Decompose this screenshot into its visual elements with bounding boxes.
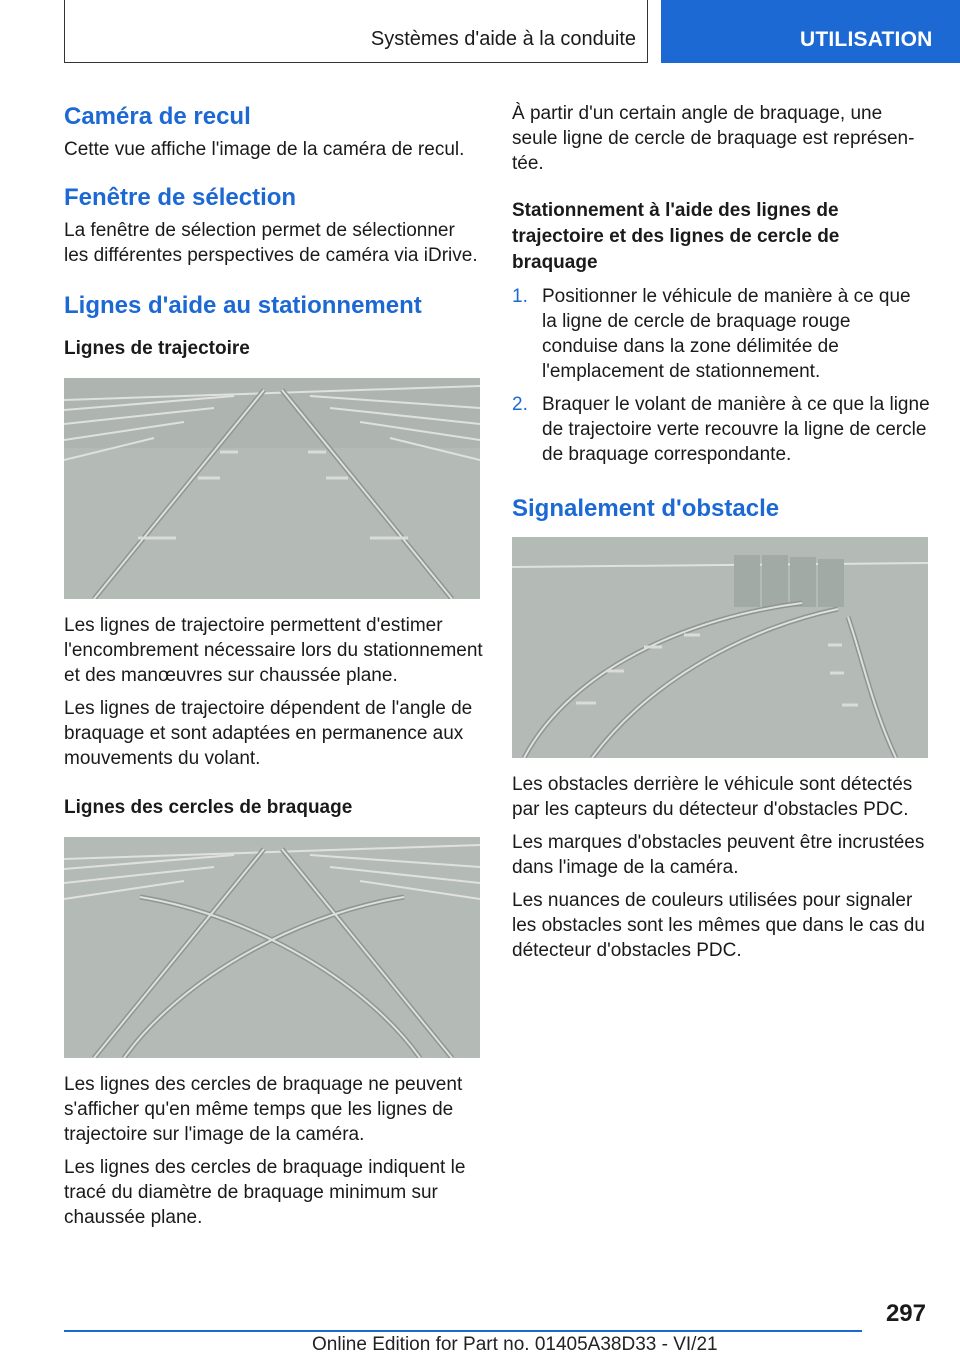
left-column (64, 101, 484, 1230)
obstacle-paragraph-3: Les nuances de couleurs utilisées pour signaler les obstacles sont les mêmes que dans le cas du détecteur d'obstacles PDC. (512, 890, 925, 961)
obstacle-heading: Signalement d'obstacle (512, 495, 780, 522)
trajectory-paragraph-2: Les lignes de trajectoire dépendent de l'angle de braquage et sont adaptées en permanence aux mouvements du volant. (64, 698, 473, 769)
trajectory-heading: Lignes de trajectoire (64, 338, 250, 359)
parking-steps-list (512, 284, 930, 467)
list-item (512, 284, 930, 384)
window-heading: Fenêtre de sélection (64, 184, 297, 211)
section-tab[interactable]: UTILISATION (661, 0, 960, 63)
turning-circles-paragraph-1: Les lignes des cercles de braquage ne peuvent s'afficher qu'en même temps que les lignes de trajectoire sur l'image de la caméra. (64, 1074, 463, 1145)
step-number: 1. (512, 286, 528, 307)
obstacle-paragraph-1: Les obstacles derrière le véhicule sont détectés par les capteurs du détecteur d'obstacles PDC. (512, 774, 913, 820)
trajectory-lines-figure (64, 378, 480, 599)
obstacle-paragraph-2: Les marques d'obstacles peuvent être incrustées dans l'image de la caméra. (512, 832, 925, 878)
turning-circles-heading: Lignes des cercles de braquage (64, 797, 353, 818)
camera-text: Cette vue affiche l'image de la caméra de recul. (64, 139, 465, 160)
parking-procedure-heading: Stationnement à l'aide des lignes de trajectoire et des lignes de cercle de braquage (512, 200, 840, 273)
right-column (512, 101, 930, 963)
step-text: Braquer le volant de manière à ce que la ligne de trajectoire verte recouvre la ligne de cercle de braquage correspondante. (542, 394, 930, 465)
window-text: La fenêtre de sélection permet de sélectionner les différentes perspectives de caméra via iDrive. (64, 220, 478, 266)
step-text: Positionner le véhicule de manière à ce que la ligne de cercle de braquage rouge conduise dans la zone délimitée de l'emplacement de stationnement. (542, 286, 911, 382)
camera-heading: Caméra de recul (64, 103, 251, 130)
turning-circles-paragraph-2: Les lignes des cercles de braquage indiquent le tracé du diamètre de braquage minimum sur chaussée plane. (64, 1157, 466, 1228)
obstacle-figure (512, 537, 928, 758)
list-item (512, 392, 930, 467)
step-number: 2. (512, 394, 528, 415)
single-circle-paragraph: À partir d'un certain angle de braquage, une seule ligne de cercle de braquage est représentée. (512, 103, 915, 174)
trajectory-paragraph-1: Les lignes de trajectoire permettent d'estimer l'encombrement nécessaire lors du stationnement et des manœuvres sur chaussée plane. (64, 615, 483, 686)
footer-divider (64, 1330, 862, 1332)
page-number: 297 (885, 1300, 926, 1327)
parking-lines-heading: Lignes d'aide au stationnement (64, 292, 422, 319)
turning-circles-figure (64, 837, 480, 1058)
edition-label: Online Edition for Part no. 01405A38D33 - VI/21 (312, 1334, 718, 1355)
chapter-title: Systèmes d'aide à la conduite (370, 28, 636, 50)
